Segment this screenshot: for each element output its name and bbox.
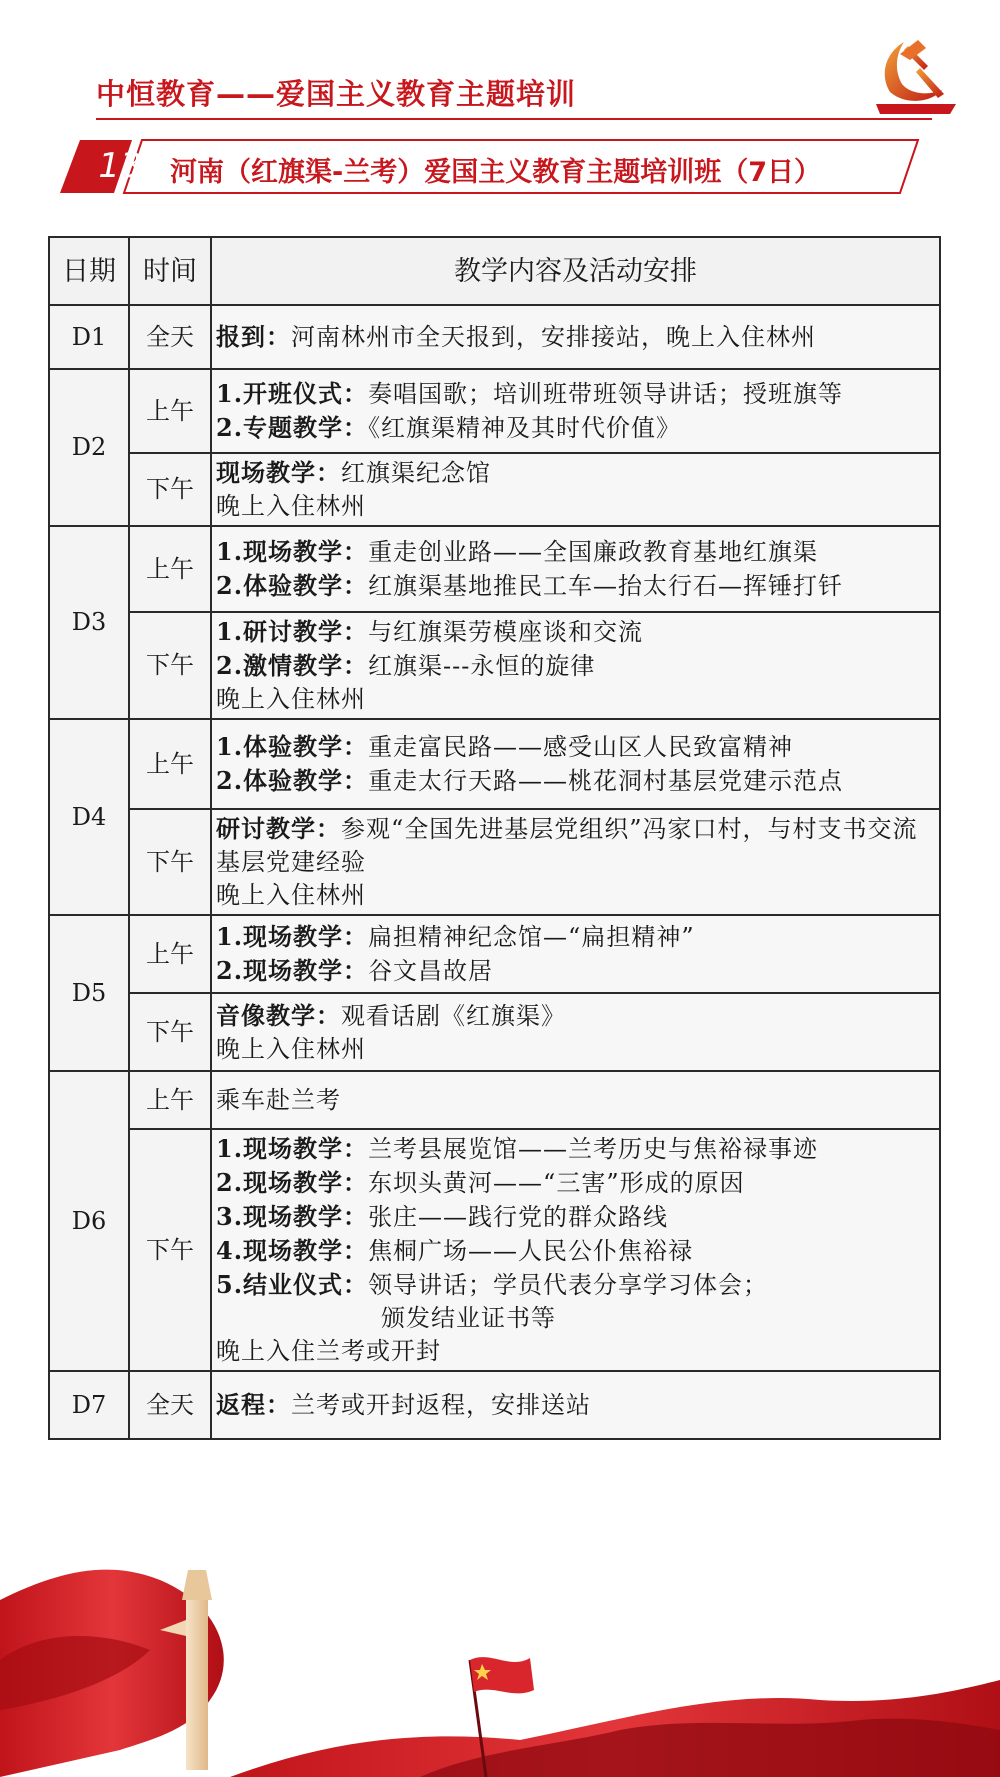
- table-row: [49, 993, 940, 1071]
- header-time: 时间: [129, 237, 211, 305]
- content-cell: [211, 809, 940, 915]
- content-text: 奏唱国歌；培训班带班领导讲话；授班旗等: [368, 380, 844, 408]
- time-cell-pm: 下午: [129, 612, 211, 719]
- time-cell-am: 上午: [129, 369, 211, 453]
- content-line: [216, 490, 935, 523]
- content-text: 晚上入住林州: [216, 492, 366, 520]
- content-text: 晚上入住林州: [216, 685, 366, 713]
- content-text: 重走创业路——全国廉政教育基地红旗渠: [368, 538, 819, 566]
- content-cell: [211, 1071, 940, 1129]
- content-text: 兰考县展览馆——兰考历史与焦裕禄事迹: [368, 1135, 819, 1163]
- content-line: [216, 569, 935, 603]
- content-label: 1.开班仪式：: [216, 379, 369, 408]
- content-cell: [211, 719, 940, 809]
- content-label: 音像教学：: [216, 1000, 341, 1030]
- content-cell: [211, 453, 940, 526]
- content-label: 1.现场教学：: [216, 922, 369, 951]
- section-title: 河南（红旗渠-兰考）爱国主义教育主题培训班（7日）: [170, 157, 821, 188]
- day-cell: D3: [49, 526, 129, 719]
- content-line: [216, 320, 935, 354]
- content-label: 2.体验教学：: [216, 571, 369, 600]
- content-line: [216, 1388, 935, 1422]
- content-line: [216, 411, 935, 445]
- content-line: [216, 1033, 935, 1066]
- content-line: [216, 999, 935, 1033]
- table-row: [49, 526, 940, 612]
- time-cell-pm: 下午: [129, 453, 211, 526]
- content-text: 红旗渠---永恒的旋律: [368, 652, 596, 680]
- content-line: [216, 615, 935, 649]
- content-cell: [211, 1129, 940, 1371]
- day-cell: D6: [49, 1071, 129, 1371]
- day-cell: D4: [49, 719, 129, 915]
- content-cell: [211, 915, 940, 993]
- content-text: 晚上入住林州: [216, 1034, 366, 1063]
- content-text: 颁发结业证书等: [381, 1304, 556, 1332]
- content-text: 晚上入住林州: [216, 881, 366, 909]
- content-text: 重走富民路——感受山区人民致富精神: [368, 733, 794, 761]
- content-line: [216, 1302, 935, 1335]
- table-row: [49, 809, 940, 915]
- content-text: 东坝头黄河——“三害”形成的原因: [368, 1169, 745, 1197]
- time-cell-allday: 全天: [129, 305, 211, 369]
- time-cell-am: 上午: [129, 526, 211, 612]
- content-line: [216, 456, 935, 490]
- content-line: [216, 1268, 935, 1302]
- header-date: 日期: [49, 237, 129, 305]
- content-line: [216, 1234, 935, 1268]
- schedule-body: [49, 305, 940, 1439]
- table-row: [49, 719, 940, 809]
- content-label: 4.现场教学：: [216, 1236, 369, 1265]
- content-text: 晚上入住兰考或开封: [216, 1337, 441, 1365]
- content-line: [216, 683, 935, 716]
- party-emblem-icon: [870, 32, 962, 118]
- content-cell: [211, 993, 940, 1071]
- content-text: 与红旗渠劳模座谈和交流: [368, 618, 644, 646]
- day-cell: D7: [49, 1371, 129, 1439]
- table-header-row: [49, 237, 940, 305]
- content-label: 1.现场教学：: [216, 537, 369, 566]
- table-row: [49, 1371, 940, 1439]
- brand-title: 中恒教育——爱国主义教育主题培训: [96, 77, 577, 111]
- content-line: [216, 535, 935, 569]
- table-row: [49, 612, 940, 719]
- content-text: 兰考或开封返程，安排送站: [291, 1391, 591, 1419]
- time-cell-am: 上午: [129, 1071, 211, 1129]
- content-line: [216, 879, 935, 912]
- section-number: 13: [98, 146, 142, 186]
- time-cell-am: 上午: [129, 719, 211, 809]
- brand-divider: [96, 118, 932, 120]
- day-cell: D1: [49, 305, 129, 369]
- content-label: 1.体验教学：: [216, 732, 369, 761]
- table-row: [49, 1129, 940, 1371]
- content-line: [216, 1132, 935, 1166]
- footer-decoration: [0, 1540, 1000, 1777]
- time-cell-allday: 全天: [129, 1371, 211, 1439]
- content-text: 重走太行天路——桃花洞村基层党建示范点: [368, 767, 844, 795]
- content-line: [216, 377, 935, 411]
- content-text: 焦桐广场——人民公仆焦裕禄: [368, 1237, 694, 1265]
- day-cell: D5: [49, 915, 129, 1071]
- table-row: [49, 369, 940, 453]
- content-label: 现场教学：: [216, 458, 341, 487]
- content-label: 3.现场教学：: [216, 1202, 369, 1231]
- time-cell-pm: 下午: [129, 993, 211, 1071]
- content-label: 1.研讨教学：: [216, 617, 369, 646]
- content-text: 参观“全国先进基层党组织”冯家口村，与村支书交流基层党建经验: [216, 815, 918, 876]
- content-text: 观看话剧《红旗渠》: [341, 1001, 566, 1030]
- schedule-table: [48, 236, 941, 1440]
- content-text: 《红旗渠精神及其时代价值》: [368, 414, 682, 442]
- content-text: 扁担精神纪念馆—“扁担精神”: [368, 923, 695, 951]
- content-cell: [211, 526, 940, 612]
- header-content: 教学内容及活动安排: [211, 237, 940, 305]
- content-label: 2.现场教学：: [216, 956, 369, 985]
- day-cell: D2: [49, 369, 129, 526]
- content-label: 1.现场教学：: [216, 1134, 369, 1163]
- content-line: [216, 1166, 935, 1200]
- content-cell: [211, 305, 940, 369]
- time-cell-am: 上午: [129, 915, 211, 993]
- content-text: 领导讲话；学员代表分享学习体会；: [368, 1271, 769, 1299]
- content-label: 2.体验教学：: [216, 766, 369, 795]
- content-line: [216, 812, 935, 879]
- time-cell-pm: 下午: [129, 1129, 211, 1371]
- table-row: [49, 1071, 940, 1129]
- content-line: [216, 764, 935, 798]
- content-line: [216, 920, 935, 954]
- content-label: 2.现场教学：: [216, 1168, 369, 1197]
- content-line: [216, 649, 935, 683]
- content-text: 河南林州市全天报到，安排接站，晚上入住林州: [291, 323, 816, 351]
- content-label: 研讨教学：: [216, 814, 341, 843]
- content-label: 5.结业仪式：: [216, 1270, 369, 1299]
- content-line: [216, 730, 935, 764]
- content-text: 张庄——践行党的群众路线: [368, 1203, 669, 1231]
- content-label: 2.激情教学：: [216, 651, 369, 680]
- table-row: [49, 305, 940, 369]
- content-cell: [211, 369, 940, 453]
- content-line: [216, 1200, 935, 1234]
- table-row: [49, 453, 940, 526]
- content-label: 返程：: [216, 1390, 291, 1419]
- content-cell: [211, 1371, 940, 1439]
- content-text: 谷文昌故居: [368, 957, 494, 985]
- table-row: [49, 915, 940, 993]
- content-line: [216, 954, 935, 988]
- content-text: 乘车赴兰考: [216, 1085, 341, 1114]
- time-cell-pm: 下午: [129, 809, 211, 915]
- content-text: 红旗渠基地推民工车—抬太行石—挥锤打钎: [368, 572, 844, 600]
- content-cell: [211, 612, 940, 719]
- content-label: 报到：: [216, 322, 291, 351]
- content-label: 2.专题教学：: [216, 413, 369, 442]
- content-text: 红旗渠纪念馆: [341, 459, 491, 487]
- content-line: [216, 1335, 935, 1368]
- content-line: [216, 1084, 935, 1117]
